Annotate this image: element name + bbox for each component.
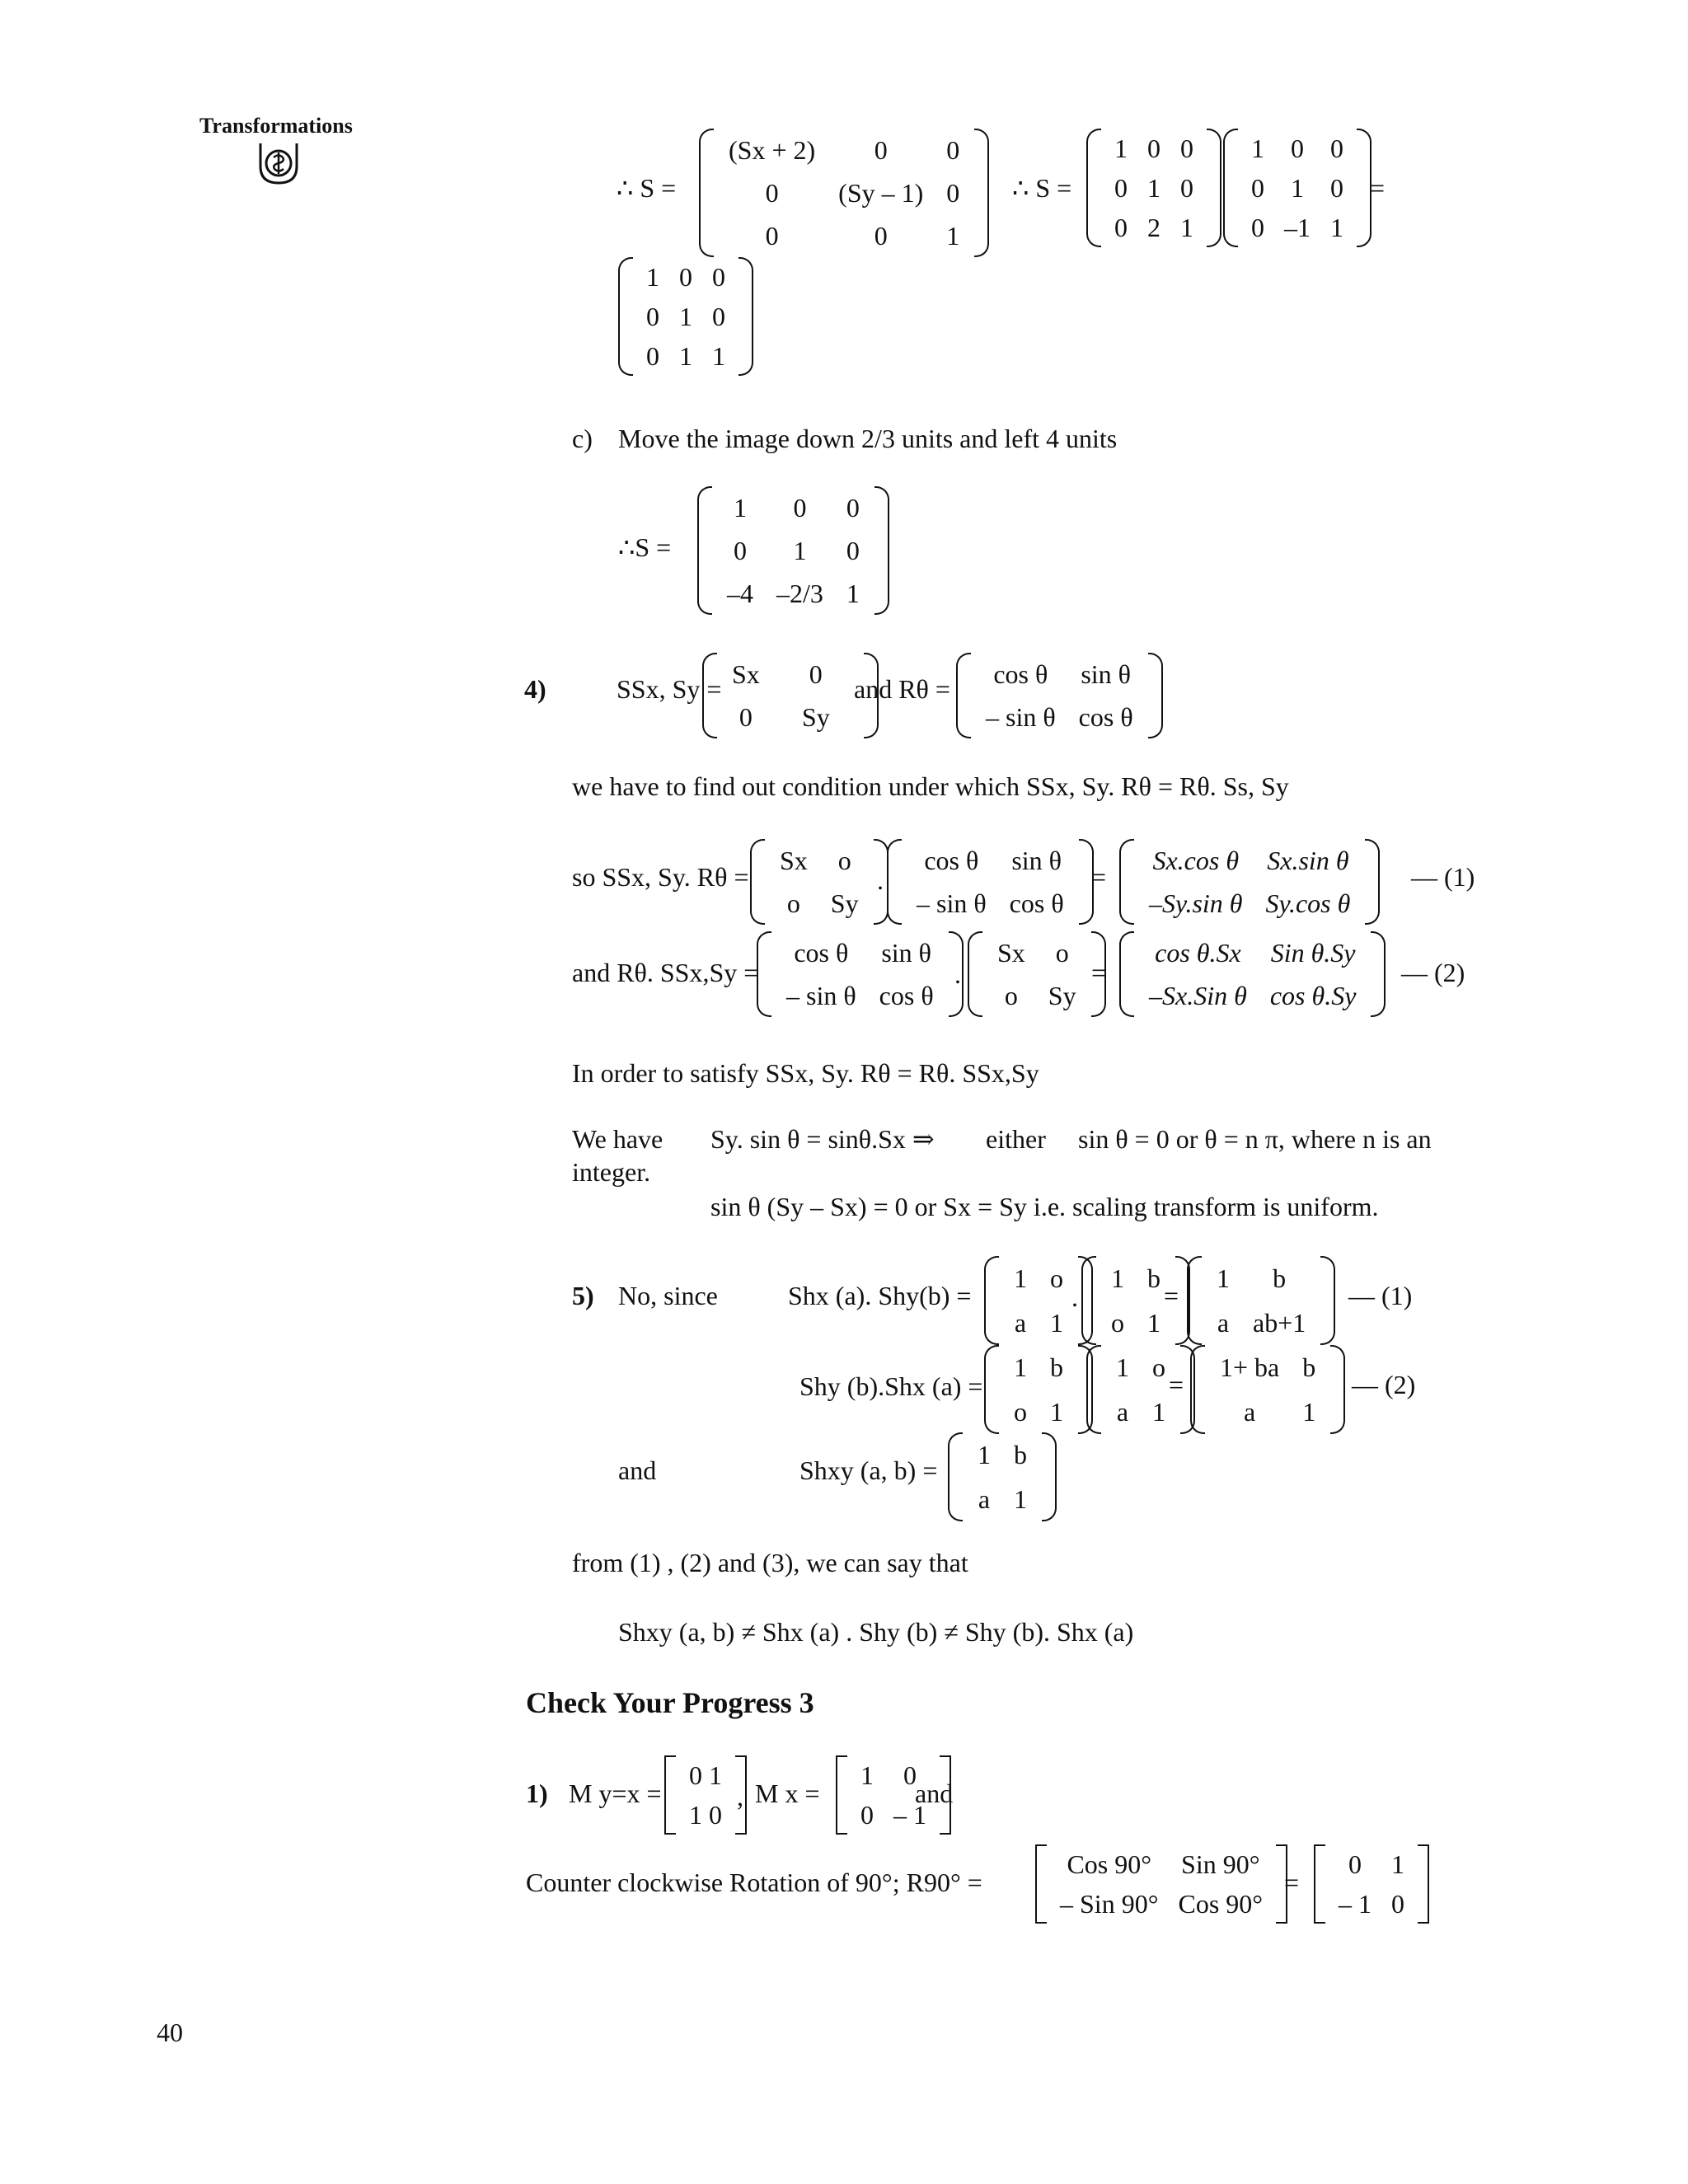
matrix-body	[1241, 129, 1353, 247]
cell: Cos 90°	[1178, 1888, 1264, 1919]
cell: 0	[946, 177, 960, 208]
cell: 0	[1330, 133, 1343, 163]
matrix-m4	[618, 257, 753, 376]
cell: Sx.sin θ	[1267, 845, 1349, 875]
cell: o	[1111, 1307, 1124, 1338]
cell: Sx	[732, 658, 760, 689]
dot-operator: .	[954, 959, 961, 989]
cell: – sin θ	[786, 980, 856, 1010]
eq2-tag: — (2)	[1401, 958, 1465, 987]
cell: 0	[734, 535, 747, 565]
cell: 1	[1180, 212, 1193, 242]
matrix-translation	[697, 486, 889, 615]
cell: 1	[1111, 1263, 1124, 1293]
comma: ,	[737, 1782, 743, 1811]
cell: cos θ	[1078, 701, 1133, 732]
either-label: either	[986, 1124, 1046, 1154]
cell: 1	[646, 261, 659, 292]
cell: sin θ	[881, 937, 931, 968]
cell: o	[837, 845, 851, 875]
cell: – sin θ	[986, 701, 1056, 732]
matrix-body	[715, 486, 871, 615]
shear-product-1	[1187, 1256, 1335, 1345]
cell: –4	[727, 578, 753, 608]
cell: Sin θ.Sy	[1270, 937, 1356, 968]
running-header: Transformations	[199, 114, 353, 138]
shear-line3-lhs: Shxy (a, b) =	[799, 1455, 938, 1485]
question-4-number: 4)	[524, 674, 546, 704]
cell: Sin 90°	[1181, 1849, 1260, 1879]
cell: – 1	[1339, 1888, 1372, 1919]
cell: 0	[1147, 133, 1160, 163]
cell: 0	[1251, 172, 1264, 203]
equals-sign: =	[1091, 958, 1107, 987]
cell: 0	[765, 177, 779, 208]
cell: –Sx.Sin θ	[1149, 980, 1247, 1010]
cell: 0	[1348, 1849, 1362, 1879]
cell: 1	[1116, 1352, 1129, 1382]
equals-sign: =	[1169, 1370, 1184, 1399]
cell: 0	[1291, 133, 1304, 163]
cell: 1	[978, 1439, 991, 1469]
cell: Sy.cos θ	[1265, 888, 1351, 918]
cell: 1	[1330, 212, 1343, 242]
cell: a	[978, 1483, 991, 1514]
cell: 1	[1050, 1307, 1063, 1338]
matrix-body	[1104, 129, 1203, 247]
cell: –2/3	[776, 578, 823, 608]
cell: – sin θ	[917, 888, 987, 918]
cell: 1	[1014, 1483, 1027, 1514]
cell: 1	[1302, 1396, 1316, 1427]
matrix-body	[1137, 931, 1367, 1017]
cell: cos θ	[879, 980, 934, 1010]
conclusion-text: Shxy (a, b) ≠ Shx (a) . Shy (b) ≠ Shy (b). Shx (a)	[618, 1617, 1134, 1647]
cell: 1	[1251, 133, 1264, 163]
rotation-lhs: and Rθ =	[854, 674, 950, 704]
matrix-body	[1002, 1256, 1075, 1345]
and-word: and	[618, 1455, 657, 1485]
cell: Sy	[1048, 980, 1076, 1010]
equals-sign: =	[1370, 173, 1386, 203]
eq2-matrix-scaling	[968, 931, 1106, 1017]
matrix-body	[905, 839, 1076, 925]
shear-xy-matrix	[948, 1432, 1057, 1521]
item-c-label: c)	[572, 424, 593, 453]
matrix-body	[966, 1432, 1039, 1521]
matrix-body	[1329, 1844, 1414, 1924]
eq2-result-matrix	[1119, 931, 1386, 1017]
cell: 0	[712, 261, 725, 292]
cell: a	[1116, 1396, 1129, 1427]
matrix-m3	[1223, 129, 1372, 247]
cell: 0	[903, 1760, 917, 1790]
cell: o	[1014, 1396, 1027, 1427]
cell: 1	[679, 340, 692, 371]
cell: –Sy.sin θ	[1149, 888, 1243, 918]
integer-word: integer.	[572, 1157, 651, 1187]
cell: 1	[793, 535, 807, 565]
cell: 0	[809, 658, 823, 689]
shear-product-2	[1190, 1345, 1345, 1434]
dot-operator: .	[877, 865, 884, 895]
cell: 0	[1180, 172, 1193, 203]
shear-line2-lhs: Shy (b).Shx (a) =	[799, 1371, 983, 1401]
cell: a	[1217, 1307, 1230, 1338]
rotation-90-matrix	[1035, 1844, 1287, 1924]
shear-line1-lhs: Shx (a). Shy(b) =	[788, 1281, 972, 1310]
cell: o	[1050, 1263, 1063, 1293]
cell: 0	[646, 340, 659, 371]
cell: 0	[1114, 212, 1128, 242]
matrix-body	[679, 1755, 732, 1835]
therefore-s-label-2: ∴ S =	[1012, 173, 1072, 203]
reflection-x-lhs: M x =	[755, 1779, 820, 1808]
cell: 0	[874, 220, 888, 251]
cell: 0	[1391, 1888, 1404, 1919]
cell: 1 0	[689, 1799, 722, 1830]
question-5-number: 5)	[572, 1281, 594, 1310]
cell: 1	[846, 578, 860, 608]
cyp-item-number: 1)	[526, 1779, 548, 1808]
cell: 0	[1330, 172, 1343, 203]
condition-3: sin θ (Sy – Sx) = 0 or Sx = Sy i.e. scaling transform is uniform.	[710, 1192, 1379, 1221]
matrix-body	[717, 129, 971, 257]
satisfy-text: In order to satisfy SSx, Sy. Rθ = Rθ. SSx,Sy	[572, 1058, 1039, 1088]
cell: –1	[1284, 212, 1311, 242]
cell: 0	[1114, 172, 1128, 203]
cell: 0	[738, 701, 753, 732]
cell: 1	[1014, 1263, 1027, 1293]
cell: 1	[1291, 172, 1304, 203]
eq2-matrix-rotation	[757, 931, 964, 1017]
cell: 0	[874, 134, 888, 165]
matrix-body	[720, 653, 860, 738]
cell: b	[1050, 1352, 1063, 1382]
equals-sign: =	[1164, 1281, 1179, 1310]
matrix-body	[1050, 1844, 1273, 1924]
therefore-s-label-c: ∴S =	[618, 532, 672, 562]
cell: 0	[846, 492, 860, 523]
cell: 1	[1014, 1352, 1027, 1382]
cell: Sx	[780, 845, 808, 875]
reflection-yx-matrix	[664, 1755, 747, 1835]
cell: (Sx + 2)	[729, 134, 816, 165]
matrix-s-scaled	[699, 129, 989, 257]
eq1-lhs: so SSx, Sy. Rθ =	[572, 862, 749, 892]
matrix-rotation	[956, 653, 1163, 738]
page-number: 40	[157, 2018, 183, 2047]
dot-operator: .	[1071, 1282, 1078, 1312]
no-since-text: No, since	[618, 1281, 718, 1310]
from-text: from (1) , (2) and (3), we can say that	[572, 1548, 968, 1577]
eq1-matrix-scaling	[750, 839, 889, 925]
matrix-body	[1100, 1256, 1172, 1345]
cell: 1	[1147, 1307, 1160, 1338]
matrix-body	[1104, 1345, 1177, 1434]
eq1-result-matrix	[1119, 839, 1380, 925]
cell: 0	[1180, 133, 1193, 163]
cell: b	[1147, 1263, 1160, 1293]
cell: – 1	[893, 1799, 926, 1830]
matrix-body	[775, 931, 945, 1017]
cell: 1+ ba	[1220, 1352, 1280, 1382]
cell: Cos 90°	[1067, 1849, 1152, 1879]
cell: 0	[712, 301, 725, 331]
ignou-logo-icon	[257, 138, 300, 186]
and-word-2: and	[915, 1779, 954, 1808]
cell: cos θ.Sy	[1269, 980, 1357, 1010]
equals-sign: =	[1284, 1868, 1300, 1897]
cell: 0	[860, 1799, 874, 1830]
reflection-yx-lhs: M y=x =	[569, 1779, 662, 1808]
cell: ab+1	[1253, 1307, 1306, 1338]
matrix-body	[974, 653, 1145, 738]
matrix-body	[1002, 1345, 1075, 1434]
cell: o	[786, 888, 800, 918]
matrix-body	[1205, 1256, 1317, 1345]
matrix-scaling	[702, 653, 879, 738]
cell: 1	[1147, 172, 1160, 203]
cell: 1	[1391, 1849, 1404, 1879]
cell: 1	[712, 340, 725, 371]
cell: 0	[846, 535, 860, 565]
cell: cos θ	[1009, 888, 1064, 918]
eq1-matrix-rotation	[887, 839, 1094, 925]
eq2-lhs: and Rθ. SSx,Sy =	[572, 958, 759, 987]
cell: 1	[1217, 1263, 1230, 1293]
cell: Sx.cos θ	[1152, 845, 1240, 875]
equals-sign: =	[1091, 862, 1107, 892]
section-heading: Check Your Progress 3	[526, 1686, 814, 1719]
cell: b	[1273, 1263, 1287, 1293]
cell: sin θ	[1081, 658, 1131, 689]
shear-y-matrix-2	[984, 1345, 1093, 1434]
condition-1: Sy. sin θ = sinθ.Sx ⇒	[710, 1124, 935, 1154]
cell: a	[1014, 1307, 1027, 1338]
cell: 1	[946, 220, 960, 251]
cell: cos θ	[924, 845, 979, 875]
cell: 1	[1152, 1396, 1165, 1427]
cell: cos θ	[794, 937, 849, 968]
cell: 0	[793, 492, 807, 523]
cell: (Sy – 1)	[838, 177, 924, 208]
cell: 1	[1050, 1396, 1063, 1427]
cell: 0	[946, 134, 960, 165]
cell: cos θ.Sx	[1155, 937, 1241, 968]
cell: sin θ	[1011, 845, 1062, 875]
eq1-tag: — (1)	[1411, 862, 1475, 892]
condition-2: sin θ = 0 or θ = n π, where n is an	[1078, 1124, 1432, 1154]
cell: cos θ	[993, 658, 1048, 689]
cell: – Sin 90°	[1060, 1888, 1159, 1919]
cell: o	[1152, 1352, 1165, 1382]
cell: Sy	[801, 701, 830, 732]
scaling-lhs: SSx, Sy =	[617, 674, 722, 704]
matrix-body	[636, 257, 735, 376]
item-c-text: Move the image down 2/3 units and left 4 units	[618, 424, 1118, 453]
cell: a	[1244, 1396, 1256, 1427]
cell: 1	[860, 1760, 874, 1790]
cell: 0	[646, 301, 659, 331]
matrix-body	[1137, 839, 1362, 925]
cell: 2	[1147, 212, 1160, 242]
matrix-body	[1208, 1345, 1327, 1434]
cell: Sx	[997, 937, 1025, 968]
tag-2: — (2)	[1352, 1370, 1416, 1399]
cell: 0	[679, 261, 692, 292]
matrix-body	[768, 839, 870, 925]
cell: b	[1302, 1352, 1316, 1382]
cell: 0	[1251, 212, 1264, 242]
cell: Sy	[830, 888, 859, 918]
cell: 1	[734, 492, 747, 523]
cell: 1	[679, 301, 692, 331]
rotation-90-result	[1314, 1844, 1429, 1924]
cell: 0 1	[689, 1760, 722, 1790]
we-have-label: We have	[572, 1124, 663, 1154]
cell: o	[1004, 980, 1018, 1010]
therefore-s-label: ∴ S =	[617, 173, 677, 203]
cell: b	[1014, 1439, 1027, 1469]
find-condition-text: we have to find out condition under which SSx, Sy. Rθ = Rθ. Ss, Sy	[572, 771, 1289, 801]
cell: o	[1055, 937, 1069, 968]
matrix-m2	[1086, 129, 1221, 247]
matrix-body	[986, 931, 1088, 1017]
cell: 1	[1114, 133, 1128, 163]
cell: 0	[765, 220, 779, 251]
rotation-90-lhs: Counter clockwise Rotation of 90°; R90° =	[526, 1868, 982, 1897]
tag-1: — (1)	[1348, 1281, 1413, 1310]
